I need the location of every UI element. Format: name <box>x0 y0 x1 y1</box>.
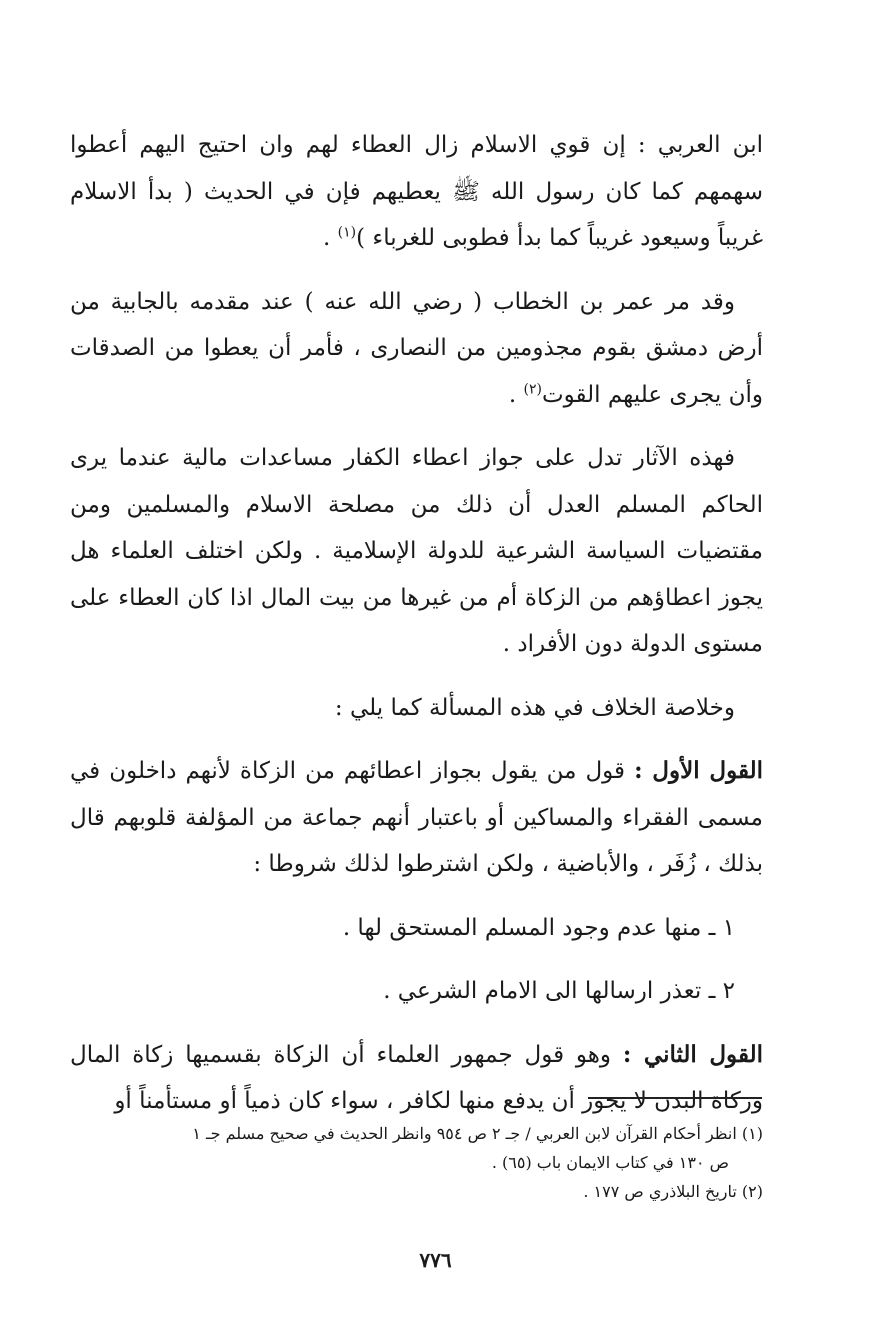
footnote-2: (٢) تاريخ البلاذري ص ١٧٧ . <box>583 1182 763 1201</box>
paragraph-1 <box>70 122 763 262</box>
opinion-heading: القول الثاني : <box>622 1040 763 1068</box>
footnote-divider <box>588 1097 762 1099</box>
condition-item-2 <box>70 968 763 1015</box>
paragraph-text: وهو قول جمهور العلماء أن الزكاة بقسميها زكاة المال وزكاة البدن لا يجوز أن يدفع منها لكافر ، سواء كان ذمياً أو مستأمناً أو <box>70 1041 763 1114</box>
page-number: ٧٧٦ <box>419 1248 452 1272</box>
footnote-1: (١) انظر أحكام القرآن لابن العربي / جـ ٢ ص ٩٥٤ وانظر الحديث في صحيح مسلم جـ ١ <box>192 1124 763 1143</box>
footnote-ref-2: (٢) <box>523 380 542 397</box>
paragraph-3 <box>70 435 763 668</box>
opinion-heading: القول الأول : <box>634 757 763 784</box>
paragraph-second-opinion <box>70 1032 763 1125</box>
footnotes <box>70 1119 763 1206</box>
footnote-1-continuation: ص ١٣٠ في كتاب الايمان باب (٦٥) . <box>491 1153 729 1172</box>
main-text <box>70 122 763 1142</box>
paragraph-text: فهذه الآثار تدل على جواز اعطاء الكفار مساعدات مالية عندما يرى الحاكم المسلم العدل أن ذلك من مصلحة الاسلام والمسلمين ومن مقتضيات السياسة الشرعية للدولة الإسلامية . ولكن اختلف العلماء هل يجوز اعطاؤهم من الزكاة أم من غيرها من بيت المال اذا كان العطاء على مستوى الدولة دون الأفراد . <box>70 445 763 657</box>
paragraph-text: ابن العربي : إن قوي الاسلام زال العطاء لهم وان احتيج اليهم أعطوا سهمهم كما كان رسول الله ﷺ يعطيهم فإن في الحديث ( بدأ الاسلام غريباً وسيعود غريباً كما بدأ فطوبى للغرباء ) <box>70 132 763 251</box>
list-item-text: ١ ـ منها عدم وجود المسلم المستحق لها . <box>342 914 735 941</box>
paragraph-4 <box>70 685 763 732</box>
condition-item-1 <box>70 905 763 952</box>
paragraph-tail: . <box>323 225 338 251</box>
paragraph-tail: . <box>508 381 524 408</box>
paragraph-text: قول من يقول بجواز اعطائهم من الزكاة لأنهم داخلون في مسمى الفقراء والمساكين أو باعتبار أنهم جماعة من المؤلفة قلوبهم قال بذلك ، زُفَر ، والأباضية ، ولكن اشترطوا لذلك شروطا : <box>70 758 764 877</box>
paragraph-text: وقد مر عمر بن الخطاب ( رضي الله عنه ) عند مقدمه بالجابية من أرض دمشق بقوم مجذومين من النصارى ، فأمر أن يعطوا من الصدقات وأن يجرى عليهم القوت <box>70 288 763 408</box>
paragraph-first-opinion <box>70 748 763 888</box>
paragraph-2 <box>70 279 763 419</box>
footnote-ref-1: (١) <box>337 224 357 241</box>
paragraph-text: وخلاصة الخلاف في هذه المسألة كما يلي : <box>334 694 735 721</box>
list-item-text: ٢ ـ تعذر ارسالها الى الامام الشرعي . <box>383 978 735 1004</box>
